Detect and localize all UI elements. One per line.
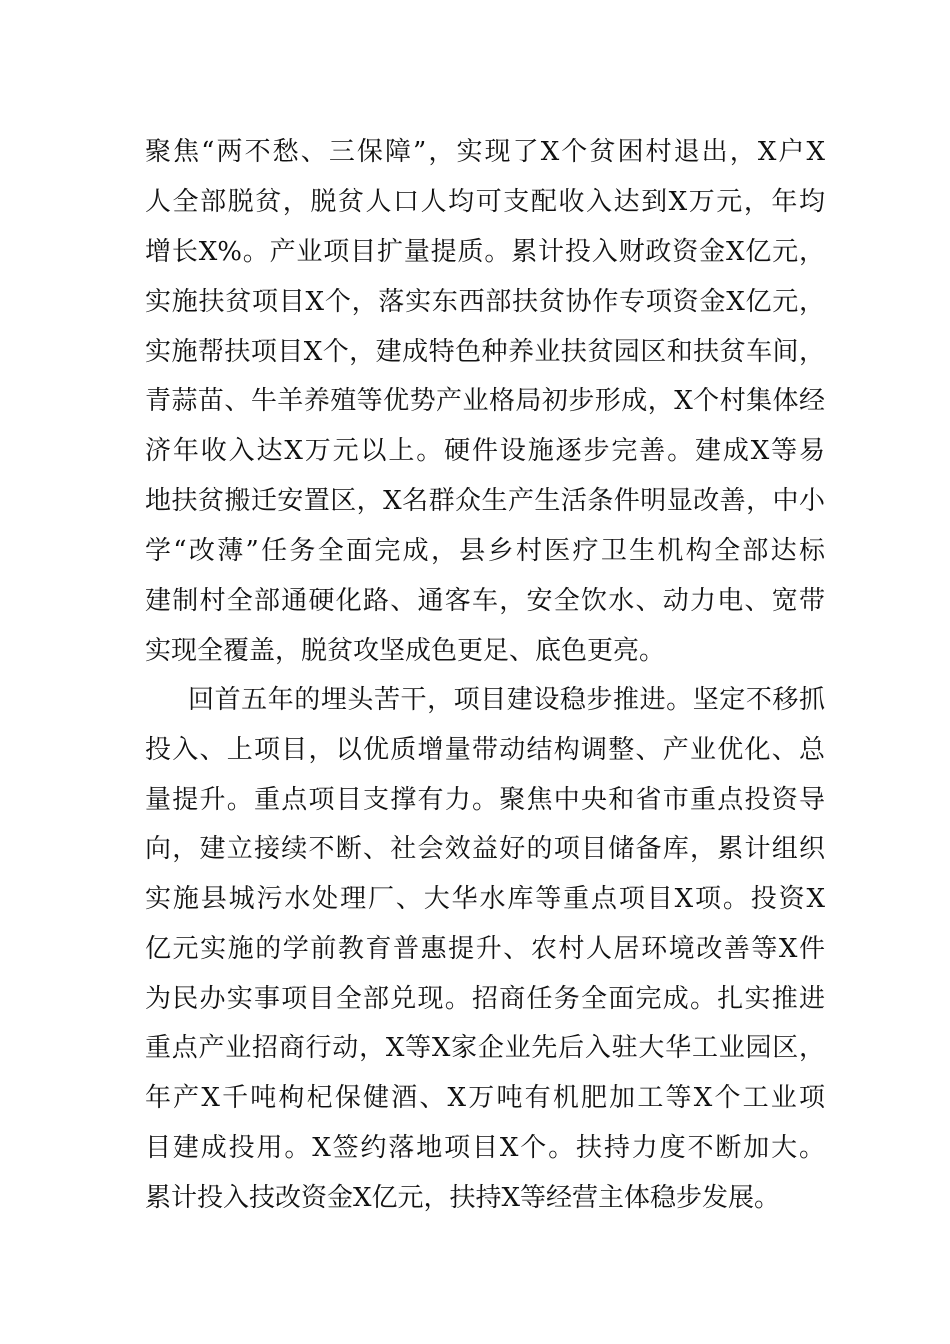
paragraph-2-line-9: 年产X千吨枸杞保健酒、X万吨有机肥加工等X个工业项 [145, 1083, 825, 1113]
paragraph-1-line-5: 实施帮扶项目X个，建成特色种养业扶贫园区和扶贫车间， [145, 337, 825, 367]
paragraph-2-line-5: 实施县城污水处理厂、大华水库等重点项目X项。投资X [145, 884, 825, 914]
paragraph-2-line-10: 目建成投用。X签约落地项目X个。扶持力度不断加大。 [145, 1133, 825, 1163]
paragraph-2-line-1: 回首五年的埋头苦干，项目建设稳步推进。坚定不移抓 [188, 685, 825, 715]
paragraph-1-line-10: 建制村全部通硬化路、通客车，安全饮水、动力电、宽带 [145, 586, 825, 616]
paragraph-1-line-4: 实施扶贫项目X个，落实东西部扶贫协作专项资金X亿元， [145, 287, 825, 317]
paragraph-1-line-3: 增长X%。产业项目扩量提质。累计投入财政资金X亿元， [145, 237, 825, 267]
paragraph-1-line-9: 学“改薄”任务全面完成，县乡村医疗卫生机构全部达标 [145, 536, 825, 566]
paragraph-1-line-1: 聚焦“两不愁、三保障”，实现了X个贫困村退出，X户X [145, 137, 825, 167]
paragraph-1-line-6: 青蒜苗、牛羊养殖等优势产业格局初步形成，X个村集体经 [145, 386, 825, 416]
paragraph-2-line-4: 向，建立接续不断、社会效益好的项目储备库，累计组织 [145, 834, 825, 864]
paragraph-2-line-3: 量提升。重点项目支撑有力。聚焦中央和省市重点投资导 [145, 785, 825, 815]
paragraph-2-line-7: 为民办实事项目全部兑现。招商任务全面完成。扎实推进 [145, 984, 825, 1014]
paragraph-1-line-11: 实现全覆盖，脱贫攻坚成色更足、底色更亮。 [145, 636, 666, 666]
paragraph-2-line-6: 亿元实施的学前教育普惠提升、农村人居环境改善等X件 [145, 934, 825, 964]
paragraph-1-line-7: 济年收入达X万元以上。硬件设施逐步完善。建成X等易 [145, 436, 825, 466]
paragraph-2-line-8: 重点产业招商行动，X等X家企业先后入驻大华工业园区， [145, 1033, 825, 1063]
paragraph-2-line-2: 投入、上项目，以优质增量带动结构调整、产业优化、总 [145, 735, 825, 765]
paragraph-1-line-2: 人全部脱贫，脱贫人口人均可支配收入达到X万元，年均 [145, 187, 825, 217]
paragraph-1-line-8: 地扶贫搬迁安置区，X名群众生产生活条件明显改善，中小 [145, 486, 825, 516]
paragraph-2-line-11: 累计投入技改资金X亿元，扶持X等经营主体稳步发展。 [145, 1183, 781, 1213]
